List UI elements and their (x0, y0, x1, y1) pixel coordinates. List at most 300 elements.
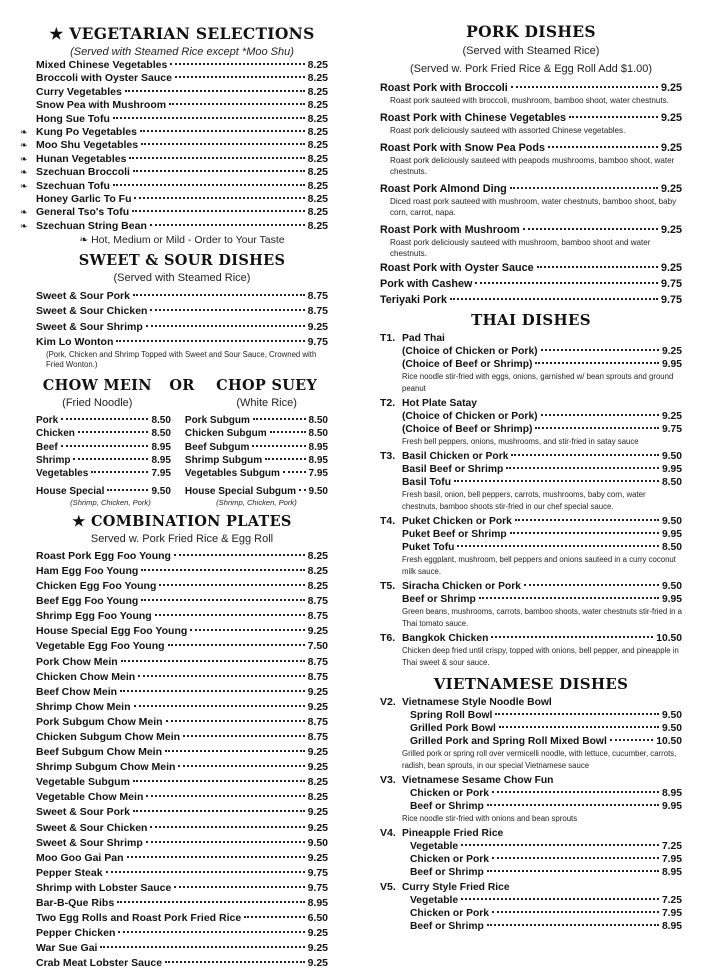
item-name: Beef or Shrimp (402, 594, 476, 605)
menu-item (380, 277, 682, 291)
item-code: T3. (380, 450, 396, 462)
menu-item (20, 179, 328, 193)
menu-item (36, 926, 328, 941)
menu-item (402, 358, 682, 371)
item-name: Crab Meat Lobster Sauce (36, 957, 163, 970)
hot-icon: ❧ (20, 167, 28, 178)
chow-mein-subtitle: (Fried Noodle) (62, 397, 133, 410)
dot-leader (535, 362, 659, 364)
dot-leader (283, 471, 306, 473)
item-price: 9.50 (151, 485, 171, 497)
menu-item (380, 450, 682, 463)
dot-leader (91, 471, 148, 473)
item-price: 8.25 (307, 776, 328, 789)
hot-icon: ❧ (20, 207, 28, 218)
dish-heading (380, 696, 682, 709)
item-name: Vegetables Subgum (184, 468, 280, 480)
item-name: Bar-B-Que Ribs (36, 897, 115, 910)
menu-item (402, 410, 682, 423)
item-name: Beef Subgum (184, 441, 250, 453)
item-price: 8.50 (308, 415, 328, 427)
left-column (20, 0, 328, 972)
dot-leader (511, 86, 658, 88)
item-name: Chicken or Pork (410, 854, 489, 865)
menu-item (36, 730, 328, 745)
item-name: Kung Po Vegetables (36, 126, 137, 139)
dot-leader (523, 228, 658, 230)
item-price: 8.25 (307, 85, 328, 98)
item-description: Rice noodle stir-fried with eggs, onions, garnished w/ bean sprouts and ground peanut (402, 372, 674, 393)
item-price: 8.25 (307, 72, 328, 85)
dot-leader (510, 532, 659, 534)
dot-leader (141, 569, 304, 571)
item-name: Chicken Subgum Chow Mein (36, 731, 181, 743)
menu-list (380, 81, 682, 307)
dot-leader (541, 349, 659, 351)
item-price: 9.75 (307, 335, 328, 348)
item-price: 9.50 (661, 710, 682, 721)
item-price: 9.25 (660, 183, 682, 195)
dot-leader (537, 266, 658, 268)
menu-item (36, 655, 328, 670)
menu-item (36, 335, 328, 350)
dot-leader (174, 554, 305, 556)
dot-leader (133, 294, 305, 296)
dot-leader (487, 804, 659, 806)
dot-leader (178, 765, 304, 767)
item-name: Honey Garlic To Fu (36, 193, 132, 206)
dot-leader (252, 445, 305, 447)
item-name: Chicken Subgum (184, 428, 267, 440)
dot-leader (168, 644, 305, 646)
dot-leader (146, 841, 305, 843)
hot-icon: ❧ (20, 220, 28, 231)
item-name: Beef (36, 441, 58, 453)
dot-leader (140, 130, 305, 132)
hot-icon: ❧ (20, 140, 28, 151)
item-name: Shrimp Egg Foo Young (36, 610, 152, 623)
menu-item (36, 670, 328, 685)
item-price: 8.95 (661, 867, 682, 878)
menu-item (36, 700, 328, 715)
item-name: Pork Subgum (184, 415, 250, 427)
item-price: 10.50 (656, 633, 682, 644)
menu-item (380, 293, 682, 307)
item-name: Bangkok Chicken (402, 633, 489, 644)
chop-suey-title: CHOP SUEY (216, 377, 318, 395)
item-name: Chicken or Pork (410, 908, 489, 919)
item-name: Roast Pork Egg Foo Young (36, 549, 171, 562)
menu-item (185, 414, 328, 427)
item-name: Pork (36, 415, 59, 427)
item-price: 10.50 (656, 736, 682, 747)
item-price: 9.95 (661, 529, 682, 540)
dot-leader (487, 870, 659, 872)
dot-leader (100, 946, 304, 948)
item-description: Fresh bell peppers, onions, mushrooms, and stir-fried in satay sauce (402, 437, 639, 446)
menu-item (20, 166, 328, 179)
item-price: 8.25 (307, 193, 328, 206)
menu-item (36, 113, 328, 126)
item-name: Hong Sue Tofu (36, 112, 110, 125)
dot-leader (146, 325, 305, 327)
dot-leader (150, 309, 304, 311)
sweet-sour-section (36, 252, 328, 369)
item-price: 9.75 (307, 866, 328, 879)
thai-section (380, 311, 682, 669)
item-name: Basil Beef or Shrimp (402, 464, 504, 475)
item-name: Beef Subgum Chow Mein (36, 746, 162, 759)
item-name: Chicken (36, 428, 75, 440)
item-name: Snow Pea with Mushroom (36, 99, 167, 112)
item-name: Spring Roll Bowl (410, 710, 493, 721)
item-price: 9.50 (307, 836, 328, 849)
vietnamese-dish (380, 827, 682, 879)
menu-list (36, 549, 328, 972)
item-price: 8.50 (308, 428, 328, 440)
item-name: Basil Chicken or Pork (402, 451, 509, 462)
dish-heading (380, 774, 682, 787)
menu-item (36, 549, 328, 564)
menu-item (185, 441, 328, 454)
item-price: 9.50 (308, 485, 328, 497)
menu-item (36, 564, 328, 579)
item-price: 8.95 (308, 441, 328, 453)
item-price: 9.25 (661, 411, 682, 422)
item-code: V2. (380, 696, 396, 708)
menu-item (36, 790, 328, 805)
dot-leader (73, 458, 148, 460)
dot-leader (511, 454, 659, 456)
item-name: (Choice of Beef or Shrimp) (402, 424, 533, 435)
item-price: 8.75 (307, 715, 328, 728)
item-name: House Special Egg Foo Young (36, 625, 188, 638)
menu-item (402, 920, 682, 933)
dot-leader (510, 187, 658, 189)
dot-leader (265, 458, 305, 460)
item-name: Beef or Shrimp (410, 921, 484, 932)
dish-heading-text: Curry Style Fried Rice (402, 882, 510, 893)
item-price: 8.25 (307, 549, 328, 562)
menu-item (20, 206, 328, 219)
item-name: Moo Shu Vegetables (36, 139, 139, 152)
section-subtitle: (Served with Steamed Rice except *Moo Shu) (70, 46, 294, 58)
menu-item (36, 956, 328, 971)
chop-suey-list (185, 414, 328, 498)
item-price: 8.95 (661, 788, 682, 799)
item-name: Vegetable (410, 895, 459, 906)
dot-leader (506, 467, 659, 469)
menu-item (402, 866, 682, 879)
item-name: (Choice of Beef or Shrimp) (402, 359, 533, 370)
dot-leader (487, 924, 659, 926)
dot-leader (133, 170, 305, 172)
item-name: Sweet & Sour Chicken (36, 821, 148, 834)
menu-item (36, 467, 171, 480)
combination-section (36, 513, 328, 972)
menu-list (36, 289, 328, 350)
dot-leader (299, 489, 305, 491)
dot-leader (461, 844, 659, 846)
item-price: 9.25 (307, 942, 328, 955)
item-name: Sweet & Sour Pork (36, 806, 130, 819)
item-name: Puket Tofu (402, 542, 455, 553)
menu-item (36, 289, 328, 304)
item-name: Sweet & Sour Shrimp (36, 836, 143, 849)
item-name: Puket Beef or Shrimp (402, 529, 507, 540)
menu-item (36, 941, 328, 956)
dot-leader (141, 143, 304, 145)
menu-item (36, 485, 171, 498)
item-description: Fresh eggplant, mushroom, bell peppers and onions sauteed in a curry coconut milk sauce. (402, 555, 676, 576)
menu-item (36, 805, 328, 820)
item-price: 8.50 (661, 542, 682, 553)
menu-item (185, 454, 328, 467)
item-price: 8.75 (307, 305, 328, 318)
dot-leader (134, 197, 304, 199)
dot-leader (150, 826, 304, 828)
hot-icon: ❧ (20, 127, 28, 138)
item-price: 9.25 (307, 957, 328, 970)
item-price: 8.50 (661, 477, 682, 488)
item-name: Szechuan Tofu (36, 179, 110, 192)
item-price: 9.25 (307, 685, 328, 698)
item-name: Hot Plate Satay (402, 398, 477, 409)
item-price: 8.95 (308, 454, 328, 466)
dot-leader (165, 961, 305, 963)
section-subtitle: Served w. Pork Fried Rice & Egg Roll (90, 532, 274, 545)
menu-list (20, 59, 328, 233)
item-name: Beef Chow Mein (36, 685, 118, 698)
chop-suey-subtitle: (White Rice) (236, 397, 297, 410)
item-name: Puket Chicken or Pork (402, 516, 512, 527)
item-name: Sweet & Sour Chicken (36, 305, 148, 318)
menu-item (36, 745, 328, 760)
dot-leader (127, 856, 305, 858)
dot-leader (120, 690, 304, 692)
item-name: Chicken Chow Mein (36, 670, 136, 683)
menu-item (36, 193, 328, 206)
menu-item (380, 332, 682, 345)
section-subtitle: (Served with Steamed Rice) (113, 272, 251, 285)
menu-item (36, 304, 328, 319)
dot-leader (125, 90, 305, 92)
item-price: 8.75 (307, 731, 328, 743)
item-price: 8.25 (307, 166, 328, 179)
menu-item (402, 907, 682, 920)
item-description: Chicken deep fried until crispy, topped with onions, bell pepper, and pineapple in Thai sweet & sour sauce. (402, 646, 679, 667)
menu-item (185, 467, 328, 480)
item-name: Mixed Chinese Vegetables (36, 59, 168, 71)
menu-item (36, 86, 328, 99)
menu-item (36, 414, 171, 427)
item-price: 7.95 (661, 854, 682, 865)
item-name: (Choice of Chicken or Pork) (402, 411, 538, 422)
menu-item (36, 579, 328, 594)
item-price: 9.25 (661, 346, 682, 357)
menu-item (402, 345, 682, 358)
item-price: 8.25 (307, 219, 328, 232)
item-price: 7.50 (307, 640, 328, 653)
thai-dish (380, 450, 682, 513)
item-code: T6. (380, 632, 396, 644)
menu-item (402, 787, 682, 800)
item-description: Diced roast pork sauteed with mushroom, water chestnuts, bamboo shoot, baby corn, carrot, napa. (390, 197, 677, 217)
section-subtitle-2: (Served w. Pork Fried Rice & Egg Roll Add $1.00) (409, 63, 653, 75)
item-price: 9.25 (307, 320, 328, 333)
item-code: T2. (380, 397, 396, 409)
item-name: Szechuan String Bean (36, 219, 147, 232)
item-price: 8.25 (307, 580, 328, 593)
menu-item (36, 760, 328, 775)
menu-item (36, 72, 328, 85)
dot-leader (450, 298, 658, 300)
item-name: Basil Tofu (402, 477, 452, 488)
item-price: 8.75 (307, 290, 328, 303)
item-price: 9.25 (660, 262, 682, 274)
dot-leader (106, 871, 305, 873)
item-price: 8.75 (307, 670, 328, 683)
thai-dish (380, 632, 682, 669)
menu-item (380, 397, 682, 410)
thai-dish (380, 515, 682, 578)
menu-item (402, 463, 682, 476)
menu-item (380, 111, 682, 125)
dot-leader (107, 489, 148, 491)
vietnamese-dish (380, 696, 682, 772)
dot-leader (146, 795, 304, 797)
item-price: 9.75 (661, 424, 682, 435)
item-price: 8.25 (307, 112, 328, 125)
item-price: 8.95 (151, 441, 171, 453)
menu-item (36, 59, 328, 72)
dot-leader (541, 414, 659, 416)
menu-item (402, 894, 682, 907)
item-name: Chicken or Pork (410, 788, 489, 799)
dot-leader (133, 780, 305, 782)
item-price: 8.25 (307, 59, 328, 71)
dot-leader (457, 545, 659, 547)
item-price: 9.50 (661, 723, 682, 734)
menu-item (402, 423, 682, 436)
item-name: Sweet & Sour Pork (36, 290, 130, 303)
item-price: 9.25 (660, 142, 682, 154)
item-price: 8.25 (307, 126, 328, 139)
item-name: Pepper Chicken (36, 927, 116, 940)
menu-list (380, 696, 682, 933)
item-name: House Special Subgum (184, 485, 297, 497)
dot-leader (492, 857, 659, 859)
item-description: Rice noodle stir-fried with onions and bean sprouts (402, 814, 578, 823)
menu-item (20, 139, 328, 152)
item-price: 7.95 (661, 908, 682, 919)
dot-leader (491, 636, 653, 638)
menu-item (402, 735, 682, 748)
item-name: Sweet & Sour Shrimp (36, 320, 143, 333)
menu-item (36, 881, 328, 896)
section-title: PORK DISHES (466, 22, 596, 41)
hot-icon: ❧ (20, 153, 28, 164)
item-price: 9.25 (307, 625, 328, 638)
item-name: Grilled Pork and Spring Roll Mixed Bowl (410, 736, 607, 747)
vegetarian-section (20, 24, 328, 247)
item-description: Roast pork sauteed with broccoli, mushroom, bamboo shoot, water chestnuts. (390, 96, 669, 105)
menu-item (36, 896, 328, 911)
dot-leader (159, 584, 304, 586)
menu-item (36, 99, 328, 112)
item-name: Pork Chow Mein (36, 655, 118, 668)
dish-heading-text: Vietnamese Style Noodle Bowl (402, 697, 552, 708)
dish-heading-text: Vietnamese Sesame Chow Fun (402, 775, 554, 786)
dot-leader (244, 916, 304, 918)
menu-item (380, 141, 682, 155)
menu-item (36, 685, 328, 700)
item-name: Hunan Vegetables (36, 152, 127, 165)
item-description: Fresh basil, onion, bell peppers, carrots, mushrooms, baby corn, water chestnuts, bamboo shoots stir-fried in our chef special sauce. (402, 490, 646, 511)
item-price: 8.95 (151, 454, 171, 466)
dot-leader (174, 886, 304, 888)
menu-item (380, 81, 682, 95)
menu-item (380, 632, 682, 645)
dish-heading (380, 827, 682, 840)
thai-dish (380, 397, 682, 448)
item-name: Beef or Shrimp (410, 801, 484, 812)
dot-leader (548, 146, 658, 148)
menu-item (402, 593, 682, 606)
item-price: 9.25 (660, 112, 682, 124)
item-price: 9.95 (661, 464, 682, 475)
menu-item (36, 821, 328, 836)
item-name: Vegetable Egg Foo Young (36, 640, 165, 653)
item-description: Roast pork deliciously sauteed with mushroom, bamboo shoot and water chestnuts. (390, 238, 651, 258)
item-price: 8.50 (151, 428, 171, 440)
item-price: 9.25 (660, 224, 682, 236)
menu-item (402, 840, 682, 853)
item-name: Kim Lo Wonton (36, 335, 114, 348)
item-description: Green beans, mushrooms, carrots, bamboo shoots, water chestnuts stir-fried in a Thai tomato sauce. (402, 607, 682, 628)
hot-icon: ❧ (20, 180, 28, 191)
dot-leader (535, 427, 659, 429)
item-name: Szechuan Broccoli (36, 166, 130, 179)
item-name: Shrimp Subgum (184, 454, 263, 466)
item-name: Shrimp (36, 454, 71, 466)
right-column (380, 0, 682, 933)
house-special-note: (Shrimp, Chicken, Pork) (70, 497, 151, 507)
item-price: 9.95 (661, 594, 682, 605)
menu-item (402, 709, 682, 722)
menu-item (36, 320, 328, 335)
menu-item (380, 580, 682, 593)
item-code: T4. (380, 515, 396, 527)
item-price: 9.95 (661, 359, 682, 370)
dot-leader (138, 675, 304, 677)
vietnamese-dish (380, 881, 682, 933)
item-price: 9.25 (307, 806, 328, 819)
dot-leader (175, 76, 305, 78)
menu-item (20, 126, 328, 139)
dot-leader (132, 210, 304, 212)
item-name: Grilled Pork Bowl (410, 723, 496, 734)
item-price: 8.25 (307, 791, 328, 804)
item-name: Chicken Egg Foo Young (36, 580, 157, 593)
pork-section (380, 22, 682, 307)
dot-leader (155, 614, 305, 616)
item-name: House Special (36, 485, 105, 497)
item-price: 9.25 (307, 927, 328, 940)
menu-item (36, 866, 328, 881)
dot-leader (61, 445, 149, 447)
menu-item (36, 715, 328, 730)
